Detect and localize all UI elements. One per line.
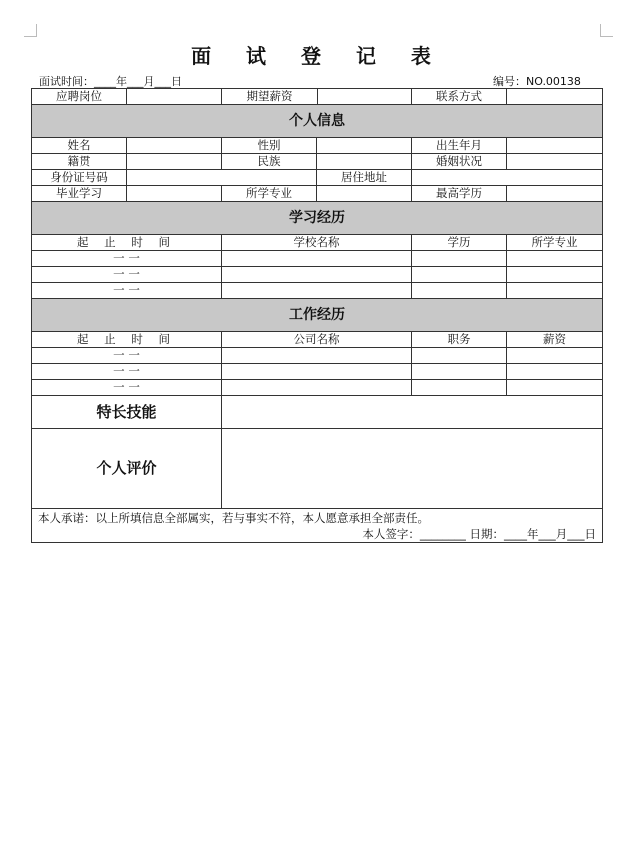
education-row	[32, 267, 603, 283]
signature-line[interactable]: 本人签字：________ 日期：____年___月___日	[362, 526, 596, 541]
label-id-number: 身份证号码	[32, 170, 127, 186]
label-evaluation: 个人评价	[32, 429, 222, 509]
field-position[interactable]	[127, 89, 222, 105]
form-row	[32, 138, 603, 154]
field-ethnicity[interactable]	[317, 154, 412, 170]
work-header-company: 公司名称	[222, 332, 412, 348]
form-row-basic	[32, 89, 603, 105]
work-header-period: 起 止 时 间	[32, 332, 222, 348]
education-degree-field[interactable]	[412, 283, 507, 299]
label-salary	[222, 89, 412, 105]
label-major: 所学专业	[222, 186, 317, 202]
field-degree[interactable]	[507, 186, 603, 202]
interview-time: 面试时间：____年___月___日	[39, 75, 182, 88]
work-title-field[interactable]	[412, 348, 507, 364]
work-company-field[interactable]	[222, 348, 412, 364]
label-ethnicity: 民族	[222, 154, 317, 170]
work-title-field[interactable]	[412, 364, 507, 380]
education-header-major: 所学专业	[507, 235, 603, 251]
pledge-text: 本人承诺：以上所填信息全部属实，若与事实不符，本人愿意承担全部责任。	[38, 510, 429, 525]
field-school[interactable]	[127, 186, 222, 202]
pledge-cell	[32, 509, 603, 543]
work-header-salary: 薪资	[507, 332, 603, 348]
page-corner-mark-right	[600, 24, 613, 37]
work-salary-field[interactable]	[507, 348, 603, 364]
field-gender[interactable]	[317, 138, 412, 154]
work-header-row	[32, 332, 603, 348]
label-name: 姓名	[32, 138, 127, 154]
education-degree-field[interactable]	[412, 267, 507, 283]
label-birth: 出生年月	[412, 138, 507, 154]
education-header-period: 起 止 时 间	[32, 235, 222, 251]
work-header-title: 职务	[412, 332, 507, 348]
field-name[interactable]	[127, 138, 222, 154]
education-row	[32, 283, 603, 299]
education-school-field[interactable]	[222, 283, 412, 299]
field-major[interactable]	[317, 186, 412, 202]
education-header-school: 学校名称	[222, 235, 412, 251]
work-row	[32, 380, 603, 396]
field-address[interactable]	[412, 170, 603, 186]
field-id-number[interactable]	[127, 170, 317, 186]
education-major-field[interactable]	[507, 251, 603, 267]
field-evaluation[interactable]	[222, 429, 603, 509]
work-salary-field[interactable]	[507, 364, 603, 380]
education-major-field[interactable]	[507, 267, 603, 283]
work-salary-field[interactable]	[507, 380, 603, 396]
work-title-field[interactable]	[412, 380, 507, 396]
education-period-field[interactable]: 一 一	[32, 251, 222, 267]
form-row	[32, 186, 603, 202]
field-native[interactable]	[127, 154, 222, 170]
work-period-field[interactable]: 一 一	[32, 348, 222, 364]
work-company-field[interactable]	[222, 380, 412, 396]
work-company-field[interactable]	[222, 364, 412, 380]
education-period-field[interactable]: 一 一	[32, 283, 222, 299]
label-skills: 特长技能	[32, 396, 222, 429]
label-school: 毕业学习	[32, 186, 127, 202]
field-skills[interactable]	[222, 396, 603, 429]
label-salary-text: 期望薪资	[246, 89, 293, 103]
field-birth[interactable]	[507, 138, 603, 154]
education-school-field[interactable]	[222, 267, 412, 283]
interview-form-table	[31, 88, 603, 543]
education-header-degree: 学历	[412, 235, 507, 251]
label-marital: 婚姻状况	[412, 154, 507, 170]
work-period-field[interactable]: 一 一	[32, 364, 222, 380]
work-row	[32, 364, 603, 380]
field-contact[interactable]	[507, 89, 603, 105]
education-school-field[interactable]	[222, 251, 412, 267]
education-header-row	[32, 235, 603, 251]
serial-number: 编号：NO.00138	[493, 75, 581, 88]
education-period-field[interactable]: 一 一	[32, 267, 222, 283]
education-major-field[interactable]	[507, 283, 603, 299]
label-address: 居住地址	[317, 170, 412, 186]
label-native: 籍贯	[32, 154, 127, 170]
form-row	[32, 154, 603, 170]
section-education: 学习经历	[32, 202, 603, 235]
section-work: 工作经历	[32, 299, 603, 332]
work-row	[32, 348, 603, 364]
education-row	[32, 251, 603, 267]
label-gender: 性别	[222, 138, 317, 154]
section-personal-info: 个人信息	[32, 105, 603, 138]
page-title: 面 试 登 记 表	[191, 44, 445, 68]
label-contact: 联系方式	[412, 89, 507, 105]
label-degree: 最高学历	[412, 186, 507, 202]
form-row	[32, 170, 603, 186]
field-marital[interactable]	[507, 154, 603, 170]
work-period-field[interactable]: 一 一	[32, 380, 222, 396]
label-position: 应聘岗位	[32, 89, 127, 105]
field-salary[interactable]	[317, 89, 411, 104]
page-corner-mark-left	[24, 24, 37, 37]
education-degree-field[interactable]	[412, 251, 507, 267]
